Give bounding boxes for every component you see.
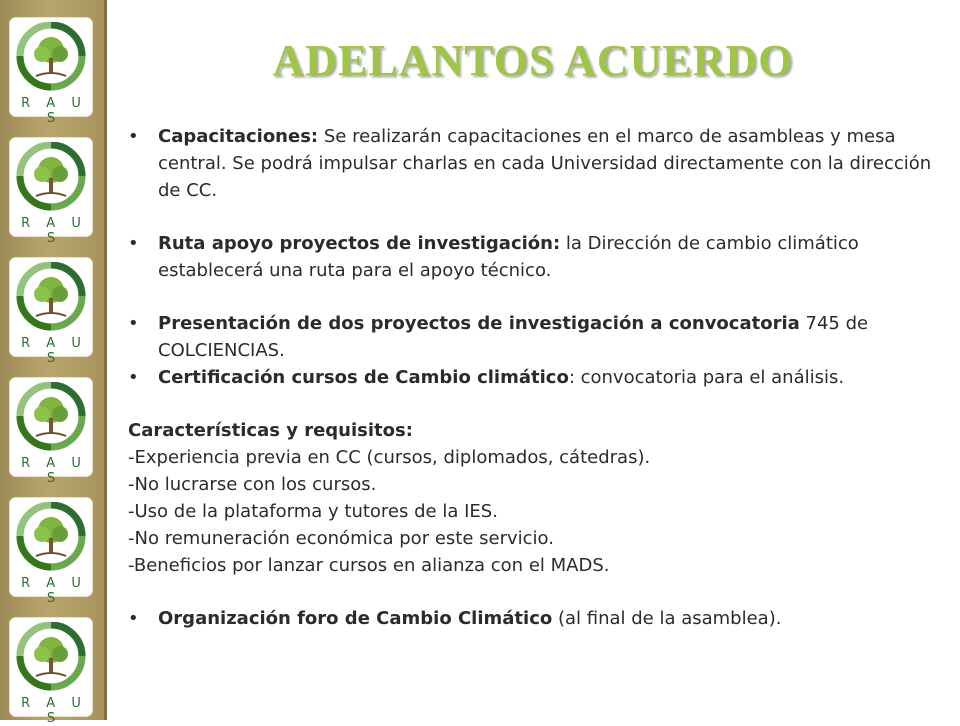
tree-puzzle-icon	[14, 262, 88, 334]
logo-text: R A U S	[21, 696, 87, 726]
tree-puzzle-icon	[14, 622, 88, 694]
page-title: ADELANTOS ACUERDO	[272, 36, 794, 85]
bullet-label: Ruta apoyo proyectos de investigación:	[158, 233, 561, 254]
logo-text: R A U S	[21, 336, 87, 366]
tree-puzzle-icon	[14, 22, 88, 94]
bullet-text: la Dirección de cambio climático establecerá una ruta para el apoyo técnico.	[158, 233, 859, 281]
bullet-text: Se realizarán capacitaciones en el marco de asambleas y mesa central. Se podrá impulsar charlas en cada Universidad directamente con la dirección de CC.	[158, 126, 932, 201]
bullet-icon: •	[128, 367, 139, 388]
bullet-text: (al final de la asamblea).	[552, 608, 782, 629]
bullet-icon: •	[128, 126, 139, 147]
bullet-text: 745 de COLCIENCIAS.	[158, 313, 869, 361]
logo-text: R A U S	[21, 96, 87, 126]
content-body	[128, 123, 940, 632]
raus-logo	[10, 498, 92, 606]
raus-logo	[10, 618, 92, 726]
bullet-icon: •	[128, 313, 139, 334]
bullet-certificacion-cursos	[128, 364, 940, 391]
raus-logo	[10, 138, 92, 246]
requirement-item: -Experiencia previa en CC (cursos, diplomados, cátedras).	[128, 447, 651, 468]
requirement-item: -No lucrarse con los cursos.	[128, 474, 377, 495]
tree-puzzle-icon	[14, 142, 88, 214]
bullet-text: : convocatoria para el análisis.	[568, 367, 845, 388]
requirement-item: -Uso de la plataforma y tutores de la IES.	[128, 501, 498, 522]
bullet-organizacion-foro	[128, 605, 940, 632]
bullet-icon: •	[128, 608, 139, 629]
logo-text: R A U S	[21, 216, 87, 246]
bullet-label: Presentación de dos proyectos de investigación a convocatoria	[158, 313, 800, 334]
requirement-item: -Beneficios por lanzar cursos en alianza con el MADS.	[128, 555, 610, 576]
bullet-capacitaciones	[128, 123, 940, 204]
requirements-heading: Características y requisitos:	[128, 420, 413, 441]
bullet-label: Certificación cursos de Cambio climático	[158, 367, 569, 388]
bullet-presentacion-proyectos	[128, 310, 940, 364]
bullet-ruta-apoyo	[128, 230, 940, 284]
logo-text: R A U S	[21, 456, 87, 486]
raus-logo	[10, 258, 92, 366]
tree-puzzle-icon	[14, 502, 88, 574]
sidebar-edge	[104, 0, 107, 720]
requirement-item: -No remuneración económica por este servicio.	[128, 528, 554, 549]
tree-puzzle-icon	[14, 382, 88, 454]
raus-logo	[10, 18, 92, 126]
bullet-icon: •	[128, 233, 139, 254]
bullet-label: Organización foro de Cambio Climático	[158, 608, 553, 629]
logo-text: R A U S	[21, 576, 87, 606]
bullet-label: Capacitaciones:	[158, 126, 319, 147]
raus-logo	[10, 378, 92, 486]
